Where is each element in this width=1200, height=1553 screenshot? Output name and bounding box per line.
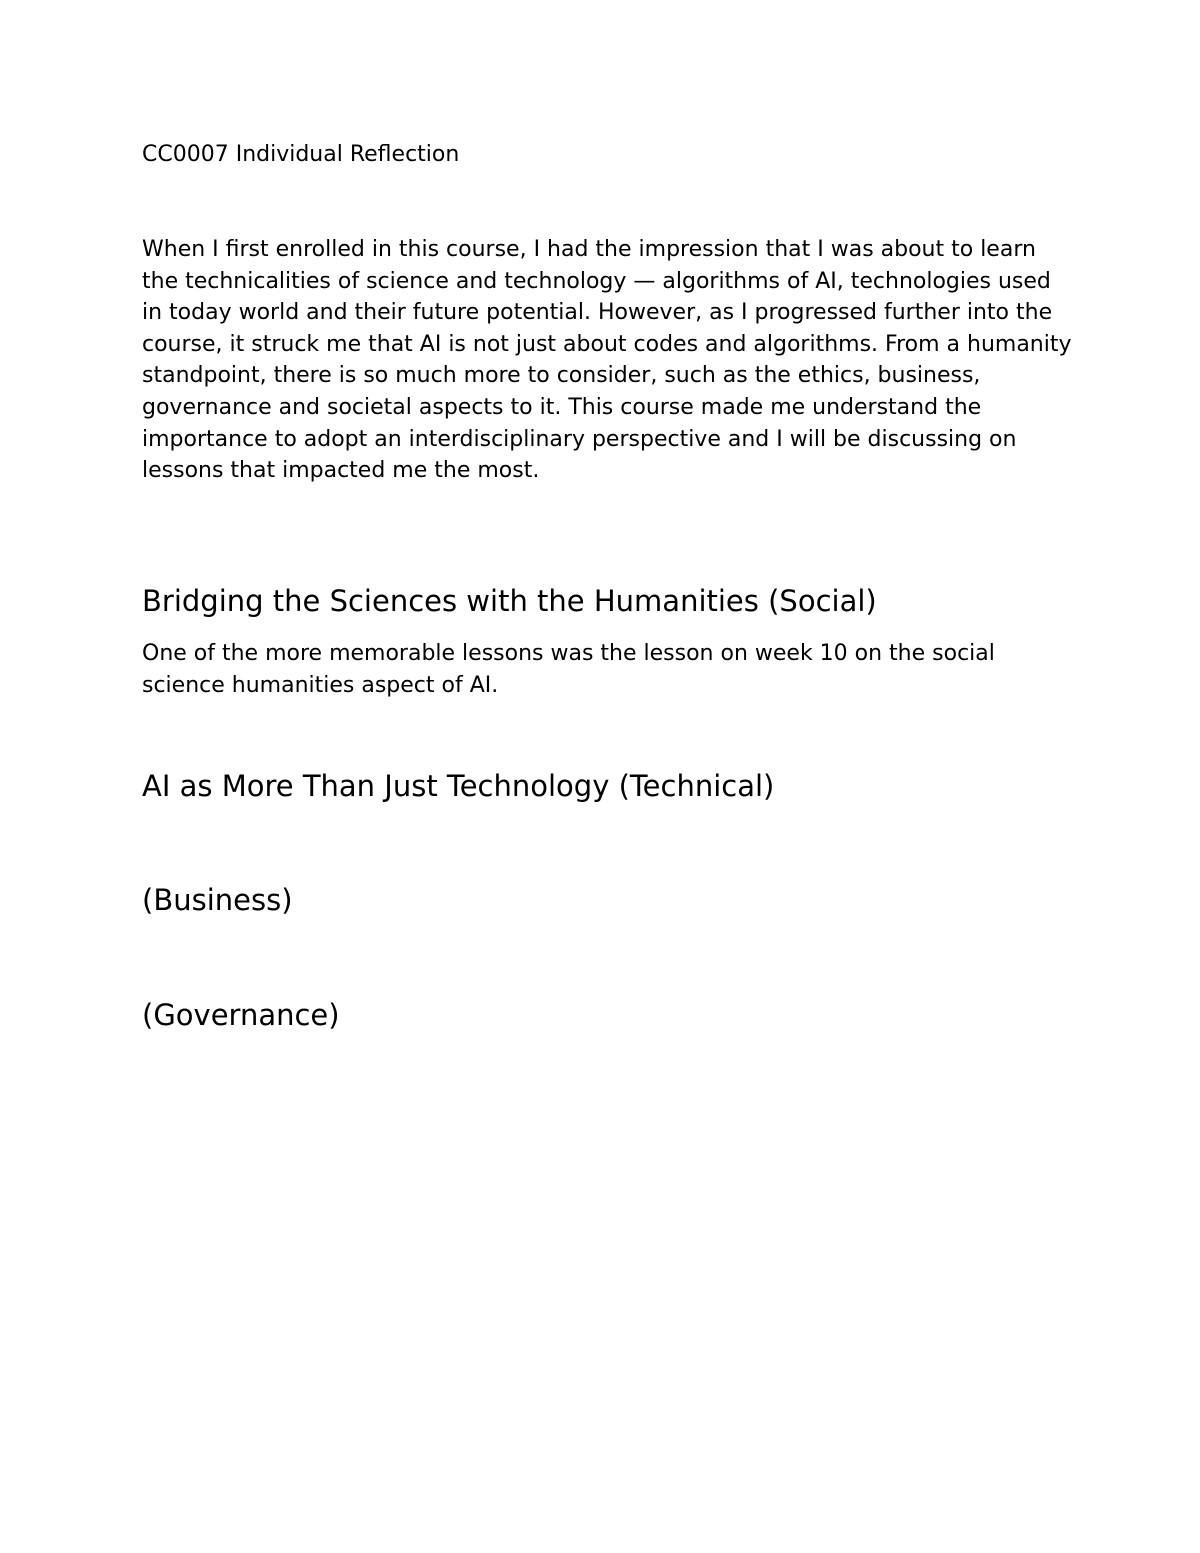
document-title: CC0007 Individual Reflection	[142, 142, 460, 167]
section-heading-technical: AI as More Than Just Technology (Technical)	[142, 769, 775, 803]
intro-paragraph: When I first enrolled in this course, I had the impression that I was about to learn the technicalities of science and technology — algorithms of AI, technologies used in today world and their future potential. However, as I progressed further into the course, it struck me that AI is not just about codes and algorithms. From a humanity standpoint, there is so much more to consider, such as the ethics, business, governance and societal aspects to it. This course made me understand the importance to adopt an interdisciplinary perspective and I will be discussing on lessons that impacted me the most.	[142, 237, 1072, 484]
section-text-social: One of the more memorable lessons was the lesson on week 10 on the social science humanities aspect of AI.	[142, 641, 995, 698]
section-heading-governance: (Governance)	[142, 998, 340, 1032]
section-heading-social: Bridging the Sciences with the Humanities (Social)	[142, 584, 877, 618]
section-heading-business: (Business)	[142, 883, 293, 917]
